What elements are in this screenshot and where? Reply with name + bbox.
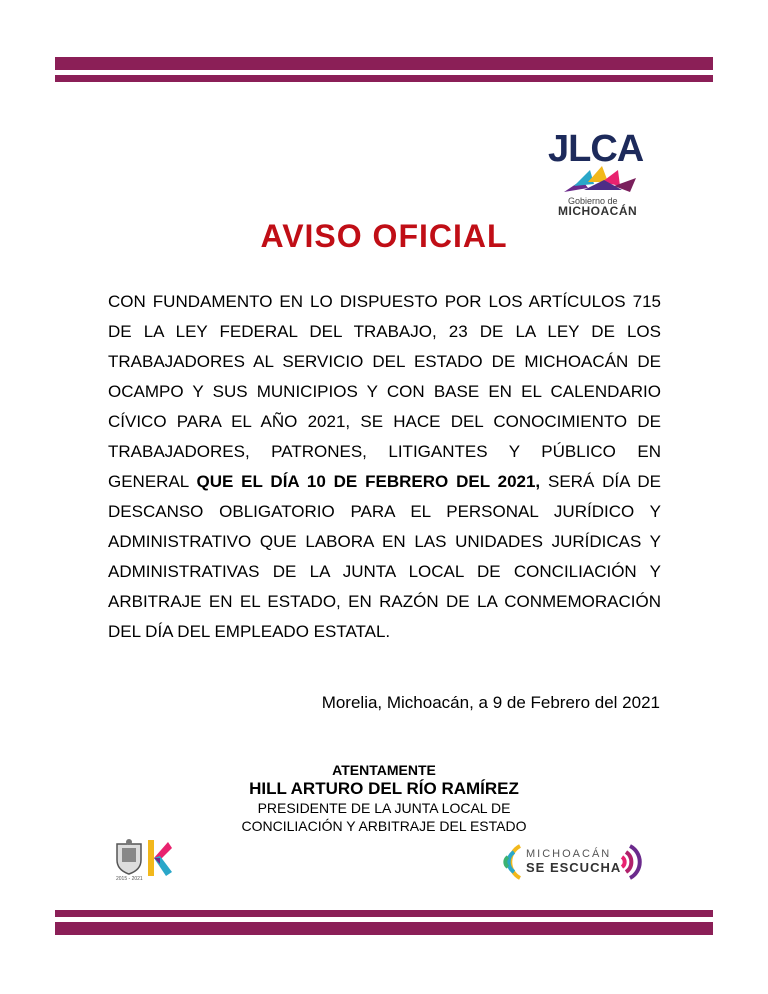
escucha-line2: SE ESCUCHA [526, 860, 622, 875]
body-text-part2: SERÁ DÍA DE DESCANSO OBLIGATORIO PARA EL PERSONAL JURÍDICO Y ADMINISTRATIVO QUE LABORA EN LAS UNIDADES JURÍDICAS Y ADMINISTRATIVAS DE LA JUNTA LOCAL DE CONCILIACIÓN Y ARBITRAJE EN EL ESTADO, EN RAZÓN DE LA CONMEMORACIÓN DEL DÍA DEL EMPLEADO ESTATAL. [108, 472, 661, 641]
body-text-part1: CON FUNDAMENTO EN LO DISPUESTO POR LOS ARTÍCULOS 715 DE LA LEY FEDERAL DEL TRABAJO, 23 DE LA LEY DE LOS TRABAJADORES AL SERVICIO DEL ESTADO DE MICHOACÁN DE OCAMPO Y SUS MUNICIPIOS Y CON BASE EN EL CALENDARIO CÍVICO PARA EL AÑO 2021, SE HACE DEL CONOCIMIENTO DE TRABAJADORES, PATRONES, LITIGANTES Y PÚBLICO EN GENERAL [108, 292, 661, 491]
coat-of-arms-icon [114, 838, 144, 876]
sound-waves-left-icon [490, 840, 526, 884]
top-band-thick [55, 57, 713, 70]
seal-caption: 2015 - 2021 [116, 876, 143, 882]
bottom-band-thin [55, 910, 713, 917]
signer-role-line1: PRESIDENTE DE LA JUNTA LOCAL DE [257, 800, 511, 816]
jlca-logo [548, 128, 658, 220]
logo-gobierno-label: Gobierno de [568, 196, 618, 206]
date-line: Morelia, Michoacán, a 9 de Febrero del 2021 [321, 693, 660, 712]
notice-body [108, 287, 661, 647]
sound-waves-right-icon [614, 840, 650, 884]
k-logo [146, 838, 172, 883]
top-band-thin [55, 75, 713, 82]
escucha-line1: MICHOACÁN [526, 848, 612, 860]
closing-text: ATENTAMENTE [332, 762, 436, 778]
signer-role-line2: CONCILIACIÓN Y ARBITRAJE DEL ESTADO [241, 818, 527, 834]
body-highlight-date: QUE EL DÍA 10 DE FEBRERO DEL 2021, [196, 472, 541, 491]
logo-michoacan-label: MICHOACÁN [558, 204, 638, 218]
jlca-logo-mark [564, 166, 642, 194]
signer-name: HILL ARTURO DEL RÍO RAMÍREZ [249, 779, 519, 798]
bottom-band-thick [55, 922, 713, 935]
jlca-logo-text: JLCA [548, 128, 644, 170]
notice-title: AVISO OFICIAL [260, 218, 508, 254]
k-mark-icon [146, 838, 172, 878]
michoacan-se-escucha-logo [490, 840, 650, 884]
